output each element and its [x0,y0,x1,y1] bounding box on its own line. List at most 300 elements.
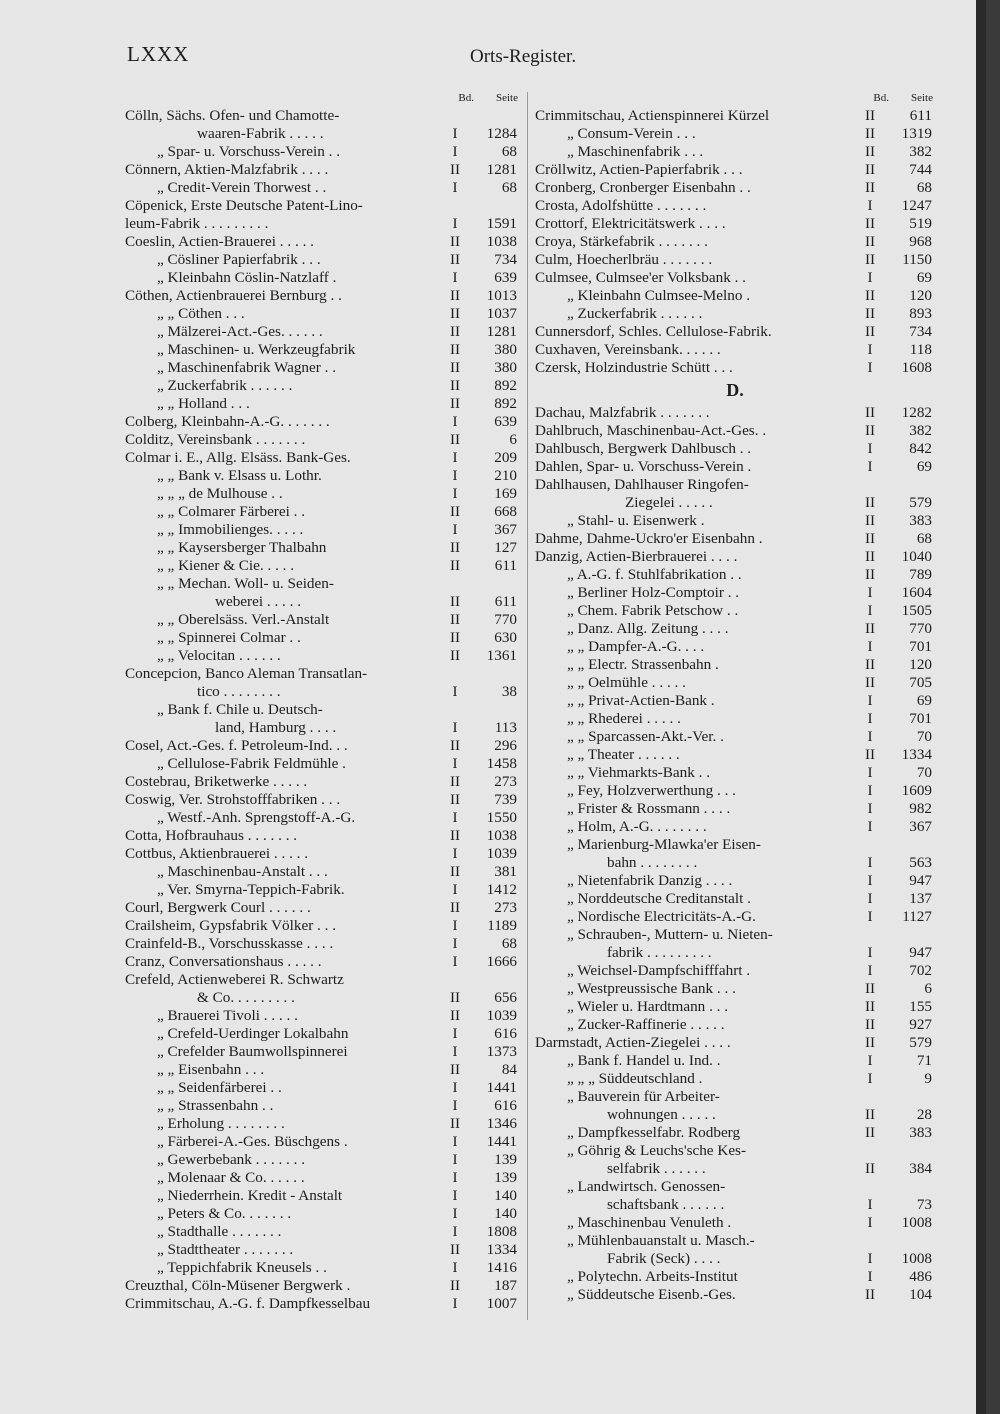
entry-name: Crefeld, Actienweberei R. Schwartz [125,971,344,988]
entry-volume: II [864,1034,876,1051]
index-entry [125,611,520,629]
entry-volume: I [452,1169,458,1186]
entry-name: „ Crefeld-Uerdinger Lokalbahn [157,1025,349,1042]
entry-name: Cotta, Hofbrauhaus . . . . . . . [125,827,298,844]
entry-page: 6 [509,431,517,448]
entry-name: Dahlbruch, Maschinenbau-Act.-Ges. . [535,422,767,439]
entry-volume: I [867,458,873,475]
entry-page: 668 [494,503,517,520]
index-entry [125,1133,520,1151]
entry-volume: II [864,512,876,529]
entry-page: 9 [924,1070,932,1087]
entry-page: 84 [501,1061,517,1078]
left-entries [125,107,520,1313]
index-entry [535,692,935,710]
index-entry [125,1151,520,1169]
entry-page: 1346 [486,1115,517,1132]
entry-name: bahn . . . . . . . . [607,854,698,871]
entry-name: „ „ Sparcassen-Akt.-Ver. . [567,728,724,745]
entry-name: „ Mälzerei-Act.-Ges. . . . . . [157,323,323,340]
entry-volume: I [452,1079,458,1096]
entry-name: Cöpenick, Erste Deutsche Patent-Lino- [125,197,363,214]
entry-name: Czersk, Holzindustrie Schütt . . . [535,359,733,376]
entry-page: 1361 [486,647,517,664]
entry-volume: I [452,845,458,862]
entry-page: 1458 [486,755,517,772]
right-entries [535,107,935,1304]
index-entry [535,287,935,305]
entry-volume: I [867,359,873,376]
entry-name: Culm, Hoecherlbräu . . . . . . . [535,251,713,268]
entry-page: 69 [916,458,932,475]
entry-volume: II [864,656,876,673]
entry-volume: II [449,395,461,412]
index-entry [535,980,935,998]
index-entry [125,737,520,755]
entry-page: 744 [909,161,932,178]
entry-name: & Co. . . . . . . . . [197,989,295,1006]
entry-name: „ Zuckerfabrik . . . . . . [157,377,293,394]
entry-name: „ „ „ Süddeutschland . [567,1070,703,1087]
entry-volume: I [867,197,873,214]
index-entry [535,125,935,143]
entry-name: „ Nordische Electricitäts-A.-G. [567,908,756,925]
entry-name: „ Nietenfabrik Danzig . . . . [567,872,733,889]
entry-name: „ Stahl- u. Eisenwerk . [567,512,705,529]
entry-name: „ Cellulose-Fabrik Feldmühle . [157,755,346,772]
entry-name: „ Consum-Verein . . . [567,125,696,142]
entry-name: „ Stadttheater . . . . . . . [157,1241,294,1258]
index-entry [125,863,520,881]
entry-volume: I [867,602,873,619]
index-entry [535,1160,935,1178]
entry-volume: I [452,449,458,466]
index-entry [125,305,520,323]
entry-page: 1550 [486,809,517,826]
entry-page: 770 [909,620,932,637]
entry-name: „ Maschinenbau Venuleth . [567,1214,732,1231]
entry-name: Cönnern, Aktien-Malzfabrik . . . . [125,161,329,178]
entry-page: 563 [909,854,932,871]
entry-page: 1666 [486,953,517,970]
entry-volume: I [867,269,873,286]
entry-page: 1281 [486,161,517,178]
index-entry [535,620,935,638]
entry-volume: II [449,647,461,664]
entry-volume: I [867,728,873,745]
index-entry [535,1250,935,1268]
entry-name: „ Kleinbahn Culmsee-Melno . [567,287,751,304]
entry-volume: I [452,1043,458,1060]
entry-name: „ Gewerbebank . . . . . . . [157,1151,306,1168]
entry-name: „ „ Mechan. Woll- u. Seiden- [157,575,334,592]
entry-page: 273 [494,899,517,916]
entry-page: 842 [909,440,932,457]
index-entry [125,575,520,593]
index-entry [125,431,520,449]
index-entry [535,1286,935,1304]
index-entry [125,395,520,413]
index-entry [535,602,935,620]
entry-volume: II [864,674,876,691]
entry-volume: II [449,341,461,358]
entry-volume: I [452,521,458,538]
entry-volume: II [449,773,461,790]
index-entry [125,1295,520,1313]
index-entry [125,881,520,899]
index-entry [125,593,520,611]
index-entry [125,917,520,935]
index-entry [535,422,935,440]
entry-name: Crainfeld-B., Vorschusskasse . . . . [125,935,334,952]
entry-volume: I [452,1133,458,1150]
entry-page: 1127 [902,908,932,925]
entry-volume: II [449,431,461,448]
entry-volume: I [452,1223,458,1240]
index-entry [125,107,520,125]
index-entry [125,1097,520,1115]
entry-name: land, Hamburg . . . . [215,719,337,736]
index-entry [125,1079,520,1097]
column-divider [527,92,528,1320]
index-entry [535,1070,935,1088]
entry-name: „ Färberei-A.-Ges. Büschgens . [157,1133,348,1150]
index-entry [535,1232,935,1250]
entry-name: „ Mühlenbauanstalt u. Masch.- [567,1232,755,1249]
index-entry [535,638,935,656]
entry-page: 209 [494,449,517,466]
index-entry [125,773,520,791]
index-entry [125,179,520,197]
index-entry [535,269,935,287]
entry-volume: II [864,143,876,160]
entry-name: Dahlbusch, Bergwerk Dahlbusch . . [535,440,752,457]
entry-name: „ Maschinenfabrik Wagner . . [157,359,336,376]
entry-name: „ „ Eisenbahn . . . [157,1061,265,1078]
entry-name: Cunnersdorf, Schles. Cellulose-Fabrik. [535,323,772,340]
entry-volume: II [864,1016,876,1033]
entry-name: „ Spar- u. Vorschuss-Verein . . [157,143,341,160]
entry-volume: I [452,1205,458,1222]
index-entry [535,404,935,422]
index-entry [535,1178,935,1196]
entry-page: 1441 [486,1133,517,1150]
entry-page: 947 [909,944,932,961]
index-entry [125,251,520,269]
entry-volume: II [449,611,461,628]
entry-name: schaftsbank . . . . . . [607,1196,725,1213]
entry-page: 1808 [486,1223,517,1240]
entry-page: 381 [494,863,517,880]
index-entry [535,926,935,944]
entry-volume: II [449,1115,461,1132]
entry-volume: I [867,764,873,781]
entry-page: 486 [909,1268,932,1285]
entry-page: 367 [909,818,932,835]
entry-page: 734 [909,323,932,340]
entry-volume: I [867,1196,873,1213]
entry-volume: II [449,1277,461,1294]
volume-header: Bd. [458,92,474,104]
entry-page: 1038 [486,233,517,250]
entry-volume: I [452,125,458,142]
index-entry [125,845,520,863]
entry-page: 68 [501,143,517,160]
entry-page: 1040 [901,548,932,565]
index-entry [125,1007,520,1025]
entry-page: 169 [494,485,517,502]
entry-name: Cronberg, Cronberger Eisenbahn . . [535,179,751,196]
entry-name: „ „ Holland . . . [157,395,250,412]
entry-name: „ Zucker-Raffinerie . . . . . [567,1016,725,1033]
index-entry [535,746,935,764]
entry-volume: II [449,503,461,520]
entry-volume: I [867,908,873,925]
entry-page: 382 [909,422,932,439]
index-entry [125,413,520,431]
index-entry [125,1115,520,1133]
entry-name: „ Maschinenfabrik . . . [567,143,704,160]
index-entry [125,539,520,557]
entry-volume: I [452,413,458,430]
entry-page: 1189 [487,917,517,934]
index-entry [535,530,935,548]
entry-volume: I [867,1070,873,1087]
index-entry [535,548,935,566]
page-number: LXXX [127,42,190,66]
entry-name: Culmsee, Culmsee'er Volksbank . . [535,269,746,286]
entry-volume: I [452,755,458,772]
entry-name: „ Süddeutsche Eisenb.-Ges. [567,1286,736,1303]
entry-name: selfabrik . . . . . . [607,1160,706,1177]
entry-name: „ Chem. Fabrik Petschow . . [567,602,739,619]
entry-name: Crailsheim, Gypsfabrik Völker . . . [125,917,337,934]
index-entry [535,1142,935,1160]
entry-volume: I [452,917,458,934]
entry-page: 68 [916,179,932,196]
entry-name: „ Cösliner Papierfabrik . . . [157,251,321,268]
entry-name: „ „ Privat-Actien-Bank . [567,692,715,709]
index-entry [125,647,520,665]
entry-volume: I [452,1259,458,1276]
entry-page: 155 [909,998,932,1015]
entry-name: „ Kleinbahn Cöslin-Natzlaff . [157,269,337,286]
entry-volume: II [864,548,876,565]
entry-page: 702 [909,962,932,979]
entry-page: 1412 [486,881,517,898]
entry-page: 28 [916,1106,932,1123]
index-entry [535,908,935,926]
index-entry [535,1088,935,1106]
index-entry [535,305,935,323]
index-entry [125,287,520,305]
index-entry [535,566,935,584]
index-entry [535,251,935,269]
entry-name: fabrik . . . . . . . . . [607,944,712,961]
entry-name: „ „ Rhederei . . . . . [567,710,681,727]
entry-name: „ „ Kiener & Cie. . . . . [157,557,295,574]
entry-volume: II [449,593,461,610]
entry-page: 70 [916,728,932,745]
entry-name: Cölln, Sächs. Ofen- und Chamotte- [125,107,340,124]
entry-volume: I [867,638,873,655]
entry-volume: II [449,377,461,394]
entry-page: 947 [909,872,932,889]
entry-page: 68 [501,935,517,952]
index-entry [125,1187,520,1205]
index-entry [535,818,935,836]
entry-volume: I [867,890,873,907]
entry-page: 1334 [486,1241,517,1258]
entry-volume: II [449,899,461,916]
entry-page: 273 [494,773,517,790]
entry-page: 383 [909,1124,932,1141]
entry-page: 139 [494,1169,517,1186]
index-entry [125,1223,520,1241]
entry-name: Dahlen, Spar- u. Vorschuss-Verein . [535,458,752,475]
index-entry [125,935,520,953]
entry-volume: I [867,1214,873,1231]
index-entry [125,449,520,467]
index-entry [535,1268,935,1286]
entry-name: „ „ „ de Mulhouse . . [157,485,283,502]
entry-page: 380 [494,341,517,358]
entry-page: 734 [494,251,517,268]
entry-volume: I [867,800,873,817]
index-entry [125,485,520,503]
index-entry [535,476,935,494]
entry-name: Costebrau, Briketwerke . . . . . [125,773,308,790]
entry-volume: I [452,269,458,286]
entry-volume: II [449,1007,461,1024]
entry-name: „ Maschinenbau-Anstalt . . . [157,863,328,880]
index-entry [125,899,520,917]
index-entry [125,467,520,485]
entry-name: „ Schrauben-, Muttern- u. Nieten- [567,926,773,943]
index-entry [125,323,520,341]
entry-page: 1282 [901,404,932,421]
index-entry [535,800,935,818]
entry-name: „ Bauverein für Arbeiter- [567,1088,720,1105]
entry-page: 1608 [901,359,932,376]
entry-volume: I [452,953,458,970]
entry-page: 296 [494,737,517,754]
entry-volume: II [864,998,876,1015]
entry-name: Courl, Bergwerk Courl . . . . . . [125,899,311,916]
entry-name: Cottbus, Aktienbrauerei . . . . . [125,845,309,862]
entry-page: 69 [916,269,932,286]
index-entry [535,584,935,602]
entry-page: 118 [909,341,932,358]
index-entry [125,683,520,701]
index-entry [535,494,935,512]
entry-name: Colmar i. E., Allg. Elsäss. Bank-Ges. [125,449,351,466]
index-entry [535,215,935,233]
entry-name: „ A.-G. f. Stuhlfabrikation . . [567,566,742,583]
entry-volume: I [452,935,458,952]
entry-name: „ „ Electr. Strassenbahn . [567,656,719,673]
entry-name: „ Crefelder Baumwollspinnerei [157,1043,348,1060]
entry-page: 611 [494,557,517,574]
entry-page: 789 [909,566,932,583]
entry-page: 611 [494,593,517,610]
entry-volume: I [452,881,458,898]
entry-page: 139 [494,1151,517,1168]
entry-page: 1441 [486,1079,517,1096]
entry-volume: II [864,251,876,268]
entry-volume: I [867,584,873,601]
index-entry [125,1025,520,1043]
entry-volume: II [449,305,461,322]
index-entry [535,1124,935,1142]
entry-page: 187 [494,1277,517,1294]
index-entry [535,1214,935,1232]
entry-volume: I [452,1097,458,1114]
index-entry [125,503,520,521]
entry-page: 656 [494,989,517,1006]
entry-name: Darmstadt, Actien-Ziegelei . . . . [535,1034,731,1051]
page-title: Orts-Register. [470,46,577,67]
entry-volume: I [867,341,873,358]
entry-volume: I [867,944,873,961]
entry-page: 1008 [901,1250,932,1267]
entry-name: Colditz, Vereinsbank . . . . . . . [125,431,306,448]
entry-volume: II [449,539,461,556]
entry-page: 982 [909,800,932,817]
entry-name: „ Weichsel-Dampfschifffahrt . [567,962,751,979]
entry-name: „ Molenaar & Co. . . . . . [157,1169,305,1186]
entry-name: „ „ Oberelsäss. Verl.-Anstalt [157,611,330,628]
entry-name: „ Landwirtsch. Genossen- [567,1178,726,1195]
entry-page: 892 [494,377,517,394]
entry-name: „ „ Theater . . . . . . [567,746,680,763]
entry-name: „ Polytechn. Arbeits-Institut [567,1268,738,1285]
entry-volume: I [867,1250,873,1267]
entry-volume: I [867,1052,873,1069]
entry-page: 705 [909,674,932,691]
entry-page: 1038 [486,827,517,844]
entry-page: 1334 [901,746,932,763]
entry-page: 73 [916,1196,932,1213]
index-entry [535,998,935,1016]
index-entry [535,872,935,890]
entry-name: Crimmitschau, Actienspinnerei Kürzel [535,107,770,124]
entry-volume: I [452,1151,458,1168]
index-entry [125,701,520,719]
entry-page: 616 [494,1025,517,1042]
entry-name: „ Dampfkesselfabr. Rodberg [567,1124,741,1141]
entry-name: „ Danz. Allg. Zeitung . . . . [567,620,729,637]
index-entry [535,143,935,161]
entry-volume: II [864,107,876,124]
entry-page: 701 [909,638,932,655]
entry-page: 579 [909,494,932,511]
entry-volume: II [864,566,876,583]
entry-name: Cöthen, Actienbrauerei Bernburg . . [125,287,342,304]
index-entry [535,1034,935,1052]
entry-volume: II [449,287,461,304]
entry-name: „ „ Velocitan . . . . . . [157,647,281,664]
entry-name: „ „ Dampfer-A.-G. . . . [567,638,705,655]
entry-volume: II [864,530,876,547]
entry-name: weberei . . . . . [215,593,302,610]
index-entry [125,377,520,395]
entry-name: „ Niederrhein. Kredit - Anstalt [157,1187,343,1204]
adjacent-page-edge [986,0,1000,1414]
entry-page: 1281 [486,323,517,340]
entry-page: 639 [494,413,517,430]
entry-name: „ Westf.-Anh. Sprengstoff-A.-G. [157,809,356,826]
